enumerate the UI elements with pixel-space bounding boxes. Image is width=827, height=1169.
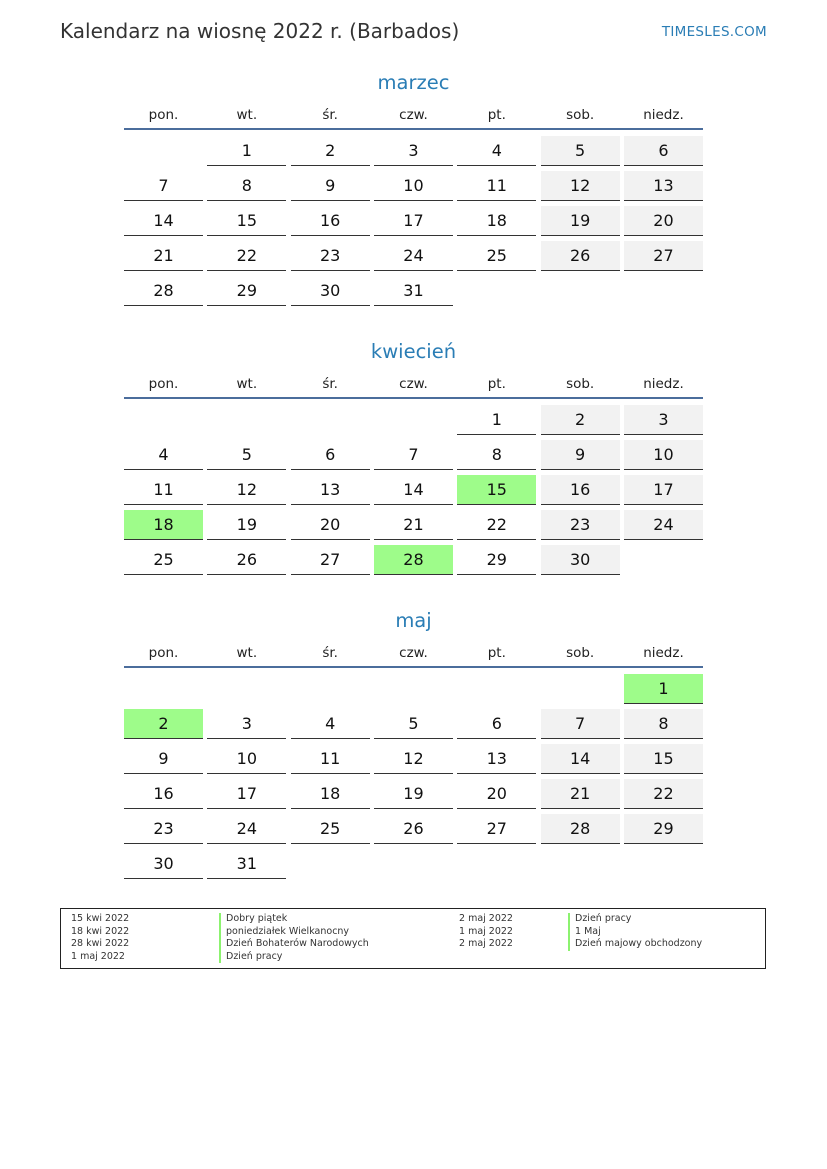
holiday-names-col-1: [219, 913, 369, 963]
holiday-date: 1 maj 2022: [459, 925, 513, 937]
weekend-day-cell: 21: [541, 779, 620, 809]
weekend-day-cell: 23: [541, 510, 620, 540]
day-cell: 11: [124, 475, 203, 505]
month-name: kwiecień: [370, 340, 457, 363]
weekend-day-cell: 7: [541, 709, 620, 739]
weekday-label: czw.: [399, 376, 428, 392]
weekday-label: niedz.: [643, 645, 684, 661]
weekday-header: [124, 102, 703, 130]
empty-day-cell: [541, 849, 620, 879]
empty-day-cell: [624, 545, 703, 575]
weekday-label: śr.: [322, 107, 338, 123]
day-cell: 4: [457, 136, 536, 166]
weekend-day-cell: 3: [624, 405, 703, 435]
month-may: [124, 606, 703, 879]
holiday-day-cell: 28: [374, 545, 453, 575]
page-title: Kalendarz na wiosnę 2022 r. (Barbados): [60, 19, 460, 43]
day-cell: 23: [124, 814, 203, 844]
holiday-date: 18 kwi 2022: [71, 925, 130, 937]
day-cell: 25: [457, 241, 536, 271]
weekend-day-cell: 6: [624, 136, 703, 166]
day-cell: 17: [374, 206, 453, 236]
weekend-day-cell: 19: [541, 206, 620, 236]
days-grid: [124, 674, 703, 879]
day-cell: 24: [374, 241, 453, 271]
weekend-day-cell: 9: [541, 440, 620, 470]
weekend-day-cell: 30: [541, 545, 620, 575]
holiday-name: Dzień Bohaterów Narodowych: [219, 938, 369, 951]
day-cell: 1: [457, 405, 536, 435]
empty-day-cell: [624, 849, 703, 879]
day-cell: 1: [207, 136, 286, 166]
holiday-day-cell: 1: [624, 674, 703, 704]
day-cell: 5: [374, 709, 453, 739]
empty-day-cell: [291, 849, 370, 879]
month-name: maj: [395, 609, 432, 632]
day-cell: 4: [124, 440, 203, 470]
weekend-day-cell: 28: [541, 814, 620, 844]
month-march: [124, 68, 703, 306]
empty-day-cell: [374, 405, 453, 435]
day-cell: 27: [291, 545, 370, 575]
weekday-label: niedz.: [643, 107, 684, 123]
day-cell: 29: [457, 545, 536, 575]
weekday-header: [124, 371, 703, 399]
holiday-name: Dobry piątek: [219, 913, 369, 926]
holiday-dates-col-2: [459, 913, 513, 951]
day-cell: 9: [124, 744, 203, 774]
weekday-label: niedz.: [643, 376, 684, 392]
day-cell: 27: [457, 814, 536, 844]
day-cell: 28: [124, 276, 203, 306]
day-cell: 30: [124, 849, 203, 879]
empty-day-cell: [457, 674, 536, 704]
weekday-label: sob.: [566, 645, 595, 661]
weekday-label: wt.: [236, 376, 258, 392]
weekday-label: pt.: [487, 376, 506, 392]
empty-day-cell: [374, 849, 453, 879]
weekend-day-cell: 16: [541, 475, 620, 505]
day-cell: 25: [124, 545, 203, 575]
day-cell: 10: [374, 171, 453, 201]
day-cell: 2: [291, 136, 370, 166]
day-cell: 19: [207, 510, 286, 540]
day-cell: 21: [124, 241, 203, 271]
empty-day-cell: [291, 405, 370, 435]
weekend-day-cell: 10: [624, 440, 703, 470]
day-cell: 19: [374, 779, 453, 809]
weekend-day-cell: 12: [541, 171, 620, 201]
day-cell: 20: [457, 779, 536, 809]
day-cell: 22: [457, 510, 536, 540]
day-cell: 5: [207, 440, 286, 470]
weekend-day-cell: 13: [624, 171, 703, 201]
holiday-day-cell: 2: [124, 709, 203, 739]
weekday-label: sob.: [566, 107, 595, 123]
holiday-date: 2 maj 2022: [459, 913, 513, 924]
empty-day-cell: [541, 276, 620, 306]
day-cell: 20: [291, 510, 370, 540]
weekend-day-cell: 24: [624, 510, 703, 540]
weekday-label: czw.: [399, 107, 428, 123]
weekend-day-cell: 15: [624, 744, 703, 774]
days-grid: [124, 136, 703, 306]
day-cell: 3: [374, 136, 453, 166]
day-cell: 12: [374, 744, 453, 774]
day-cell: 31: [374, 276, 453, 306]
day-cell: 7: [374, 440, 453, 470]
holiday-name: Dzień pracy: [219, 951, 369, 964]
empty-day-cell: [207, 405, 286, 435]
day-cell: 12: [207, 475, 286, 505]
weekday-label: pt.: [487, 107, 506, 123]
weekend-day-cell: 22: [624, 779, 703, 809]
day-cell: 7: [124, 171, 203, 201]
month-name: marzec: [377, 71, 450, 94]
day-cell: 10: [207, 744, 286, 774]
day-cell: 22: [207, 241, 286, 271]
empty-day-cell: [457, 276, 536, 306]
day-cell: 15: [207, 206, 286, 236]
day-cell: 14: [124, 206, 203, 236]
day-cell: 17: [207, 779, 286, 809]
day-cell: 18: [291, 779, 370, 809]
holiday-list: [60, 908, 766, 969]
day-cell: 23: [291, 241, 370, 271]
day-cell: 8: [207, 171, 286, 201]
holiday-names-col-2: [568, 913, 702, 951]
weekend-day-cell: 8: [624, 709, 703, 739]
holiday-day-cell: 15: [457, 475, 536, 505]
day-cell: 14: [374, 475, 453, 505]
weekend-day-cell: 20: [624, 206, 703, 236]
weekend-day-cell: 2: [541, 405, 620, 435]
empty-day-cell: [624, 276, 703, 306]
day-cell: 6: [291, 440, 370, 470]
empty-day-cell: [541, 674, 620, 704]
days-grid: [124, 405, 703, 575]
weekday-label: wt.: [236, 645, 258, 661]
empty-day-cell: [124, 136, 203, 166]
day-cell: 16: [124, 779, 203, 809]
holiday-date: 2 maj 2022: [459, 938, 513, 950]
day-cell: 29: [207, 276, 286, 306]
empty-day-cell: [207, 674, 286, 704]
day-cell: 16: [291, 206, 370, 236]
day-cell: 26: [207, 545, 286, 575]
weekend-day-cell: 5: [541, 136, 620, 166]
empty-day-cell: [291, 674, 370, 704]
day-cell: 3: [207, 709, 286, 739]
weekend-day-cell: 26: [541, 241, 620, 271]
day-cell: 11: [457, 171, 536, 201]
holiday-name: 1 Maj: [568, 926, 702, 939]
weekday-label: czw.: [399, 645, 428, 661]
holiday-date: 15 kwi 2022: [71, 913, 130, 924]
day-cell: 6: [457, 709, 536, 739]
day-cell: 13: [457, 744, 536, 774]
holiday-dates-col-1: [71, 913, 129, 963]
weekend-day-cell: 27: [624, 241, 703, 271]
holiday-day-cell: 18: [124, 510, 203, 540]
empty-day-cell: [124, 405, 203, 435]
day-cell: 18: [457, 206, 536, 236]
site-link[interactable]: TIMESLES.COM: [661, 24, 767, 40]
holiday-date: 1 maj 2022: [71, 950, 125, 962]
day-cell: 9: [291, 171, 370, 201]
weekday-label: wt.: [236, 107, 258, 123]
empty-day-cell: [124, 674, 203, 704]
day-cell: 30: [291, 276, 370, 306]
weekend-day-cell: 29: [624, 814, 703, 844]
holiday-name: Dzień pracy: [568, 913, 702, 926]
weekday-label: śr.: [322, 376, 338, 392]
day-cell: 26: [374, 814, 453, 844]
day-cell: 24: [207, 814, 286, 844]
weekday-label: sob.: [566, 376, 595, 392]
weekday-header: [124, 640, 703, 668]
weekday-label: pt.: [487, 645, 506, 661]
weekday-label: pon.: [148, 645, 179, 661]
empty-day-cell: [457, 849, 536, 879]
holiday-name: Dzień majowy obchodzony: [568, 938, 702, 951]
day-cell: 31: [207, 849, 286, 879]
weekend-day-cell: 14: [541, 744, 620, 774]
holiday-date: 28 kwi 2022: [71, 938, 130, 950]
weekday-label: pon.: [148, 107, 179, 123]
empty-day-cell: [374, 674, 453, 704]
weekday-label: pon.: [148, 376, 179, 392]
holiday-name: poniedziałek Wielkanocny: [219, 926, 369, 939]
weekday-label: śr.: [322, 645, 338, 661]
day-cell: 8: [457, 440, 536, 470]
month-april: [124, 337, 703, 575]
weekend-day-cell: 17: [624, 475, 703, 505]
day-cell: 25: [291, 814, 370, 844]
day-cell: 11: [291, 744, 370, 774]
day-cell: 4: [291, 709, 370, 739]
day-cell: 13: [291, 475, 370, 505]
day-cell: 21: [374, 510, 453, 540]
